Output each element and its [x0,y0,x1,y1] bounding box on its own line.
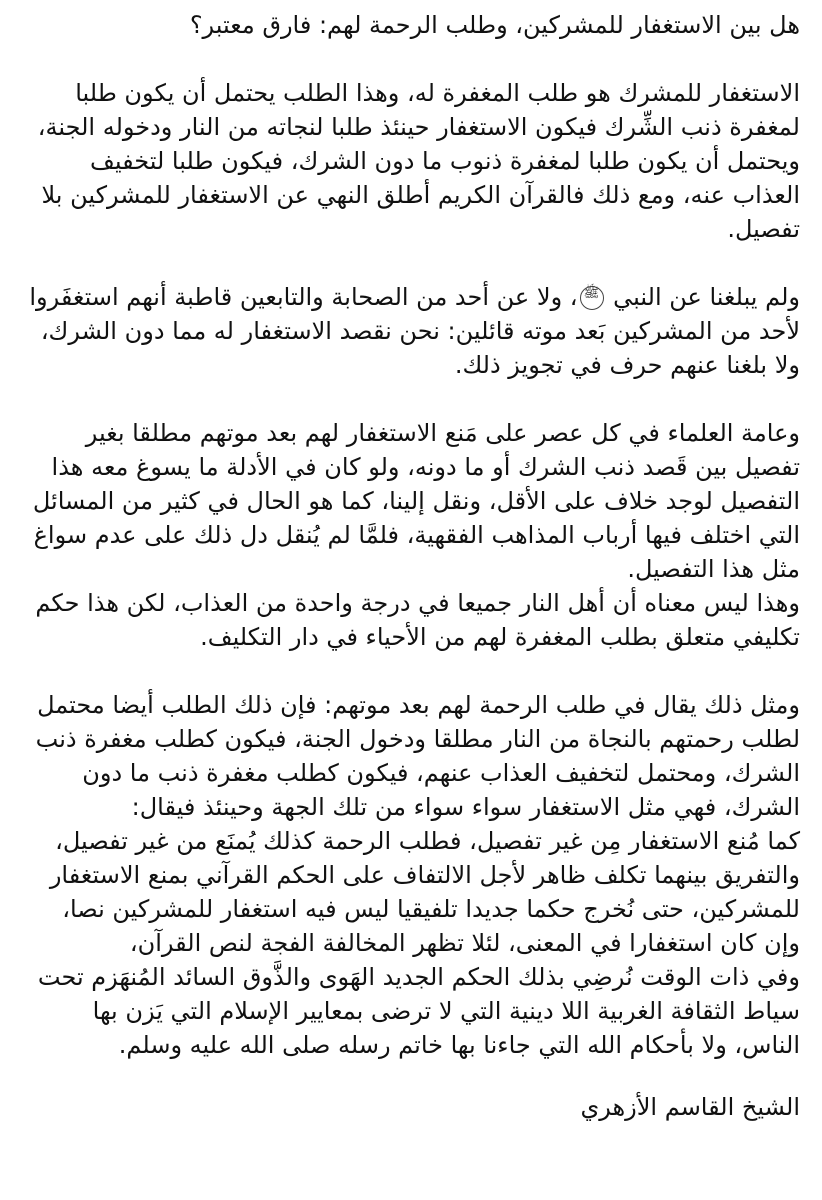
paragraph-5: ومثل ذلك يقال في طلب الرحمة لهم بعد موتهم: فإن ذلك الطلب أيضا محتمل لطلب رحمتهم بالنجاة من النار مطلقا ودخول الجنة، فيكون كطلب مغفرة ذنب الشرك، ومحتمل لتخفيف العذاب عنهم، فيكون كطلب مغفرة ذنب ما دون الشرك، فهي مثل الاستغفار سواء سواء من تلك الجهة وحينئذ فيقال: [35,691,800,821]
document-title: هل بين الاستغفار للمشركين، وطلب الرحمة لهم: فارق معتبر؟ [189,11,800,39]
paragraph-2-start: ولم يبلغنا عن النبي [613,283,800,311]
paragraph-2 [22,280,800,382]
paragraph-gap [22,1062,800,1090]
paragraph-6: كما مُنع الاستغفار مِن غير تفصيل، فطلب الرحمة كذلك يُمنَع من غير تفصيل، والتفريق بينهما تكلف ظاهر لأجل الالتفاف على الحكم القرآني بمنع الاستغفار للمشركين، حتى نُخرج حكما جديدا تلفيقيا ليس فيه استغفار للمشركين نصا، وإن كان استغفارا في المعنى، لئلا تظهر المخالفة الفجة لنص القرآن، [49,827,800,957]
paragraph-gap [22,382,800,416]
paragraph-7: وفي ذات الوقت نُرضِي بذلك الحكم الجديد الهَوى والذَّوق السائد المُنهَزم تحت سياط الثقافة الغربية اللا دينية التي لا ترضى بمعايير الإسلام التي يَزن بها الناس، ولا بأحكام الله التي جاءنا بها خاتم رسله صلى الله عليه وسلم. [37,963,800,1059]
salutation-glyph: ﷺ [580,286,604,310]
paragraph-gap [22,654,800,688]
paragraph-gap [22,246,800,280]
paragraph-4: وهذا ليس معناه أن أهل النار جميعا في درجة واحدة من العذاب، لكن هذا حكم تكليفي متعلق بطلب المغفرة لهم من الأحياء في دار التكليف. [35,589,800,651]
paragraph-1: الاستغفار للمشرك هو طلب المغفرة له، وهذا الطلب يحتمل أن يكون طلبا لمغفرة ذنب الشِّرك فيكون الاستغفار حينئذ طلبا لنجاته من النار ودخوله الجنة، ويحتمل أن يكون طلبا لمغفرة ذنوب ما دون الشرك، فيكون طلبا لتخفيف العذاب عنه، ومع ذلك فالقرآن الكريم أطلق النهي عن الاستغفار للمشركين بلا تفصيل. [37,79,800,243]
paragraph-3: وعامة العلماء في كل عصر على مَنع الاستغفار لهم بعد موتهم مطلقا بغير تفصيل بين قَصد ذنب الشرك أو ما دونه، ولو كان في الأدلة ما يسوغ معه هذا التفصيل لوجد خلاف على الأقل، ونقل إلينا، كما هو الحال في كثير من المسائل التي اختلف فيها أرباب المذاهب الفقهية، فلمَّا لم يُنقل دل ذلك على عدم سواغ مثل هذا التفصيل. [32,419,800,583]
author-signature: الشيخ القاسم الأزهري [580,1093,800,1121]
paragraph-2-rest: ، ولا عن أحد من الصحابة والتابعين قاطبة أنهم استغفَروا لأحد من المشركين بَعد موته قائلين: نحن نقصد الاستغفار له مما دون الشرك، ولا بلغنا عنهم حرف في تجويز ذلك. [29,283,800,379]
paragraph-gap [22,42,800,76]
